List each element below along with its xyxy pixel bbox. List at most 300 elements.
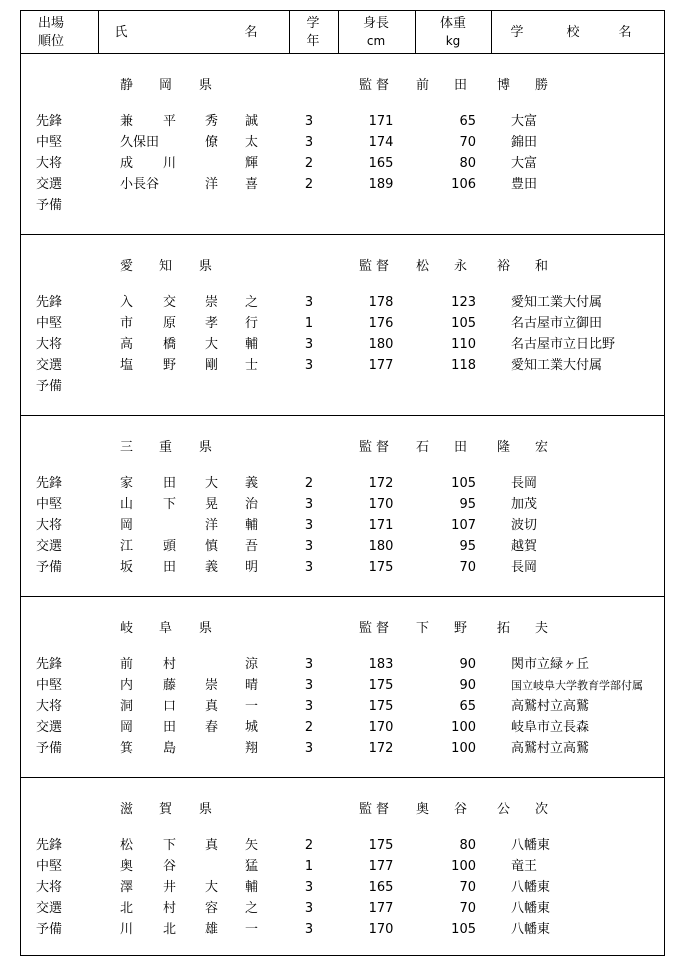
player-name-part: 城 (245, 720, 259, 735)
player-school: 大富 (511, 156, 538, 171)
prefecture-char: 三 (120, 440, 134, 455)
player-name (120, 111, 262, 132)
player-grade: 2 (304, 177, 314, 192)
player-name-part: 田 (163, 720, 177, 735)
player-height: 180 (368, 337, 394, 352)
coach-label: 監督 (359, 802, 394, 817)
player-weight: 70 (459, 560, 476, 575)
player-name-part: 小長谷 (120, 177, 160, 192)
player-position: 先鋒 (36, 838, 63, 853)
coach-name-char: 裕 (497, 259, 511, 274)
player-name-part: 交 (163, 295, 177, 310)
coach-name-char: 次 (535, 802, 549, 817)
player-row (21, 494, 664, 515)
player-name (120, 132, 262, 153)
coach-label: 監督 (359, 78, 394, 93)
coach-name-char: 松 (416, 259, 430, 274)
player-name-part: 明 (245, 560, 259, 575)
player-name (120, 717, 262, 738)
player-position: 大将 (36, 156, 63, 171)
coach-name-char: 奥 (416, 802, 430, 817)
player-school: 豊田 (511, 177, 538, 192)
player-name-part: 晃 (205, 497, 219, 512)
player-name-part: 谷 (163, 859, 177, 874)
player-weight: 105 (451, 922, 476, 937)
player-name (120, 153, 262, 174)
player-name-part: 一 (245, 699, 259, 714)
player-name-part: 剛 (205, 358, 219, 373)
player-position: 予備 (36, 198, 63, 213)
player-name-part: 輔 (245, 880, 259, 895)
player-weight: 70 (459, 901, 476, 916)
player-name-part: 吾 (245, 539, 259, 554)
prefecture-char: 重 (159, 440, 173, 455)
player-weight: 70 (459, 135, 476, 150)
player-name-part: 僚 (205, 135, 219, 150)
player-name-part: 家 (120, 476, 134, 491)
player-row (21, 536, 664, 557)
prefecture-char: 賀 (159, 802, 173, 817)
player-name (120, 355, 262, 376)
player-position: 交選 (36, 177, 63, 192)
player-name-part: 雄 (205, 922, 219, 937)
player-height: 174 (368, 135, 394, 150)
header-height-unit: cm (366, 34, 386, 48)
player-weight: 100 (451, 741, 476, 756)
player-grade: 1 (304, 859, 314, 874)
player-weight: 80 (459, 838, 476, 853)
player-height: 172 (368, 476, 394, 491)
player-grade: 3 (304, 880, 314, 895)
player-school: 高鷲村立高鷲 (511, 741, 590, 756)
player-name-part: 真 (205, 838, 219, 853)
prefecture-name (120, 621, 215, 637)
player-name-part: 田 (163, 560, 177, 575)
coach-label: 監督 (359, 440, 394, 455)
player-school: 岐阜市立長森 (511, 720, 590, 735)
header-school: 名 (618, 25, 632, 40)
coach (359, 621, 559, 637)
player-name (120, 919, 262, 940)
player-name-part: 松 (120, 838, 134, 853)
player-name-part: 洋 (205, 177, 219, 192)
player-name-part: 之 (245, 901, 259, 916)
coach-name-char: 谷 (454, 802, 468, 817)
header-weight: 体重 (439, 16, 466, 31)
player-name (120, 654, 262, 675)
player-grade: 3 (304, 135, 314, 150)
coach-name-char: 拓 (497, 621, 511, 636)
player-school: 長岡 (511, 560, 538, 575)
team-section (21, 53, 664, 235)
player-row (21, 898, 664, 919)
player-position: 先鋒 (36, 114, 63, 129)
player-name-part: 之 (245, 295, 259, 310)
player-name-part: 村 (163, 657, 177, 672)
player-school: 大富 (511, 114, 538, 129)
player-name-part: 大 (205, 337, 219, 352)
player-name-part: 治 (245, 497, 259, 512)
player-row (21, 292, 664, 313)
player-grade: 3 (304, 922, 314, 937)
player-position: 先鋒 (36, 657, 63, 672)
player-name (120, 515, 262, 536)
player-name (120, 376, 262, 397)
divider (415, 11, 416, 53)
player-weight: 90 (459, 657, 476, 672)
table-header (21, 11, 664, 54)
player-name (120, 557, 262, 578)
prefecture-name (120, 440, 215, 456)
prefecture-name (120, 259, 215, 275)
player-weight: 123 (451, 295, 476, 310)
player-name-part: 下 (163, 497, 177, 512)
player-grade: 3 (304, 741, 314, 756)
player-name (120, 334, 262, 355)
coach (359, 440, 559, 456)
player-row (21, 111, 664, 132)
player-name-part: 島 (163, 741, 177, 756)
player-name-part: 兼 (120, 114, 134, 129)
player-position: 中堅 (36, 135, 63, 150)
player-name-part: 市 (120, 316, 134, 331)
player-school: 越賀 (511, 539, 538, 554)
player-position: 大将 (36, 699, 63, 714)
player-row (21, 355, 664, 376)
player-name-part: 行 (245, 316, 259, 331)
player-height: 172 (368, 741, 394, 756)
player-name-part: 猛 (245, 859, 259, 874)
player-name-part: 慎 (205, 539, 219, 554)
player-height: 165 (368, 156, 394, 171)
player-name-part: 太 (245, 135, 259, 150)
player-name-part: 輔 (245, 518, 259, 533)
player-position: 大将 (36, 880, 63, 895)
player-weight: 106 (451, 177, 476, 192)
player-height: 177 (368, 358, 394, 373)
player-grade: 3 (304, 699, 314, 714)
prefecture-name (120, 78, 215, 94)
player-school: 関市立緑ヶ丘 (511, 657, 590, 672)
player-weight: 65 (459, 699, 476, 714)
player-row (21, 557, 664, 578)
coach (359, 259, 559, 275)
player-name (120, 898, 262, 919)
player-name (120, 835, 262, 856)
coach (359, 78, 559, 94)
player-name-part: 田 (163, 476, 177, 491)
player-weight: 95 (459, 497, 476, 512)
player-name (120, 856, 262, 877)
player-position: 大将 (36, 337, 63, 352)
player-position: 先鋒 (36, 476, 63, 491)
player-school: 八幡東 (511, 901, 551, 916)
player-position: 交選 (36, 358, 63, 373)
player-grade: 2 (304, 156, 314, 171)
player-name-part: 北 (120, 901, 134, 916)
coach-name-char: 宏 (535, 440, 549, 455)
player-name-part: 奥 (120, 859, 134, 874)
player-school: 愛知工業大付属 (511, 295, 603, 310)
player-height: 178 (368, 295, 394, 310)
player-weight: 90 (459, 678, 476, 693)
prefecture-char: 県 (199, 440, 213, 455)
player-name (120, 195, 262, 216)
player-name-part: 晴 (245, 678, 259, 693)
player-height: 171 (368, 114, 394, 129)
player-name-part: 真 (205, 699, 219, 714)
coach-label: 監督 (359, 259, 394, 274)
player-weight: 95 (459, 539, 476, 554)
player-height: 175 (368, 838, 394, 853)
player-name-part: 容 (205, 901, 219, 916)
player-weight: 110 (451, 337, 476, 352)
player-grade: 3 (304, 657, 314, 672)
player-school: 長岡 (511, 476, 538, 491)
player-height: 177 (368, 901, 394, 916)
divider (338, 11, 339, 53)
player-name-part: 箕 (120, 741, 134, 756)
coach-name-char: 永 (454, 259, 468, 274)
player-school: 八幡東 (511, 838, 551, 853)
player-height: 170 (368, 922, 394, 937)
team-section (21, 777, 664, 958)
player-height: 165 (368, 880, 394, 895)
coach-name-char: 夫 (535, 621, 549, 636)
player-name (120, 675, 262, 696)
player-name-part: 誠 (245, 114, 259, 129)
coach-name-char: 前 (416, 78, 430, 93)
player-name-part: 頭 (163, 539, 177, 554)
player-name-part: 喜 (245, 177, 259, 192)
player-name-part: 高 (120, 337, 134, 352)
player-name-part: 久保田 (120, 135, 160, 150)
player-row (21, 675, 664, 696)
player-height: 176 (368, 316, 394, 331)
player-grade: 3 (304, 678, 314, 693)
header-grade: 年 (306, 34, 320, 49)
player-row (21, 195, 664, 216)
player-name-part: 孝 (205, 316, 219, 331)
player-row (21, 153, 664, 174)
player-row (21, 132, 664, 153)
header-weight-unit: kg (445, 34, 461, 48)
player-name-part: 塩 (120, 358, 134, 373)
coach-name-char: 隆 (497, 440, 511, 455)
player-row (21, 835, 664, 856)
player-height: 175 (368, 678, 394, 693)
player-row (21, 856, 664, 877)
player-row (21, 696, 664, 717)
player-name (120, 174, 262, 195)
player-name-part: 大 (205, 476, 219, 491)
player-name-part: 平 (163, 114, 177, 129)
player-name-part: 入 (120, 295, 134, 310)
player-school: 加茂 (511, 497, 538, 512)
player-height: 175 (368, 699, 394, 714)
player-name-part: 義 (205, 560, 219, 575)
prefecture-char: 静 (120, 78, 134, 93)
player-name-part: 義 (245, 476, 259, 491)
player-name-part: 輝 (245, 156, 259, 171)
player-name-part: 井 (163, 880, 177, 895)
player-row (21, 334, 664, 355)
player-position: 中堅 (36, 497, 63, 512)
team-section (21, 596, 664, 778)
coach-name-char: 田 (454, 78, 468, 93)
player-row (21, 174, 664, 195)
coach-name-char: 野 (454, 621, 468, 636)
player-row (21, 473, 664, 494)
prefecture-char: 阜 (159, 621, 173, 636)
player-name-part: 下 (163, 838, 177, 853)
player-position: 予備 (36, 379, 63, 394)
player-name (120, 536, 262, 557)
player-name-part: 洋 (205, 518, 219, 533)
player-position: 交選 (36, 901, 63, 916)
player-grade: 3 (304, 518, 314, 533)
player-school: 竜王 (511, 859, 538, 874)
player-name-part: 野 (163, 358, 177, 373)
player-name-part: 秀 (205, 114, 219, 129)
player-name (120, 473, 262, 494)
player-school: 錦田 (511, 135, 538, 150)
player-school: 愛知工業大付属 (511, 358, 603, 373)
player-weight: 65 (459, 114, 476, 129)
player-position: 予備 (36, 560, 63, 575)
player-row (21, 654, 664, 675)
player-name-part: 崇 (205, 295, 219, 310)
player-name-part: 前 (120, 657, 134, 672)
player-name-part: 山 (120, 497, 134, 512)
header-order: 出場 (37, 16, 64, 31)
player-position: 予備 (36, 741, 63, 756)
player-height: 170 (368, 720, 394, 735)
player-name-part: 澤 (120, 880, 134, 895)
coach-name-char: 勝 (535, 78, 549, 93)
divider (98, 11, 99, 53)
player-height: 189 (368, 177, 394, 192)
player-weight: 107 (451, 518, 476, 533)
player-name (120, 738, 262, 759)
player-name-part: 岡 (120, 720, 134, 735)
coach (359, 802, 559, 818)
prefecture-char: 県 (199, 78, 213, 93)
player-school: 国立岐阜大学教育学部付属 (511, 679, 643, 692)
player-name-part: 崇 (205, 678, 219, 693)
player-name-part: 翔 (245, 741, 259, 756)
player-name-part: 矢 (245, 838, 259, 853)
player-grade: 3 (304, 295, 314, 310)
player-name (120, 696, 262, 717)
coach-name-char: 田 (454, 440, 468, 455)
prefecture-char: 県 (199, 259, 213, 274)
player-row (21, 376, 664, 397)
header-grade: 学 (306, 16, 320, 31)
prefecture-char: 愛 (120, 259, 134, 274)
player-position: 交選 (36, 720, 63, 735)
player-name-part: 洞 (120, 699, 134, 714)
player-grade: 3 (304, 560, 314, 575)
player-name-part: 一 (245, 922, 259, 937)
player-weight: 70 (459, 880, 476, 895)
player-grade: 3 (304, 337, 314, 352)
player-height: 180 (368, 539, 394, 554)
player-position: 中堅 (36, 678, 63, 693)
coach-label: 監督 (359, 621, 394, 636)
player-name-part: 川 (120, 922, 134, 937)
player-school: 八幡東 (511, 922, 551, 937)
prefecture-name (120, 802, 215, 818)
player-weight: 100 (451, 859, 476, 874)
roster-table (20, 10, 665, 956)
player-name-part: 涼 (245, 657, 259, 672)
player-name-part: 橋 (163, 337, 177, 352)
player-row (21, 877, 664, 898)
coach-name-char: 博 (497, 78, 511, 93)
divider (289, 11, 290, 53)
player-school: 名古屋市立日比野 (511, 337, 616, 352)
player-school: 八幡東 (511, 880, 551, 895)
player-row (21, 919, 664, 940)
player-grade: 2 (304, 838, 314, 853)
player-weight: 118 (451, 358, 476, 373)
player-name-part: 輔 (245, 337, 259, 352)
player-name-part: 北 (163, 922, 177, 937)
player-name-part: 村 (163, 901, 177, 916)
header-name: 氏 (114, 25, 128, 40)
player-weight: 80 (459, 156, 476, 171)
player-height: 170 (368, 497, 394, 512)
player-grade: 3 (304, 358, 314, 373)
prefecture-char: 知 (159, 259, 173, 274)
player-name-part: 春 (205, 720, 219, 735)
team-section (21, 415, 664, 597)
coach-name-char: 下 (416, 621, 430, 636)
player-row (21, 515, 664, 536)
player-name (120, 313, 262, 334)
player-school: 高鷲村立高鷲 (511, 699, 590, 714)
player-grade: 2 (304, 720, 314, 735)
player-height: 171 (368, 518, 394, 533)
player-position: 大将 (36, 518, 63, 533)
player-position: 先鋒 (36, 295, 63, 310)
header-name: 名 (244, 25, 258, 40)
player-grade: 3 (304, 539, 314, 554)
prefecture-char: 滋 (120, 802, 134, 817)
player-position: 中堅 (36, 316, 63, 331)
player-row (21, 738, 664, 759)
player-position: 予備 (36, 922, 63, 937)
player-weight: 105 (451, 316, 476, 331)
prefecture-char: 岡 (159, 78, 173, 93)
player-position: 交選 (36, 539, 63, 554)
player-grade: 3 (304, 114, 314, 129)
player-grade: 1 (304, 316, 314, 331)
player-grade: 2 (304, 476, 314, 491)
coach-name-char: 公 (497, 802, 511, 817)
header-height: 身長 (362, 16, 389, 31)
player-school: 名古屋市立御田 (511, 316, 603, 331)
player-grade: 3 (304, 497, 314, 512)
header-school: 校 (566, 25, 580, 40)
header-order: 順位 (37, 34, 64, 49)
team-section (21, 234, 664, 416)
player-row (21, 313, 664, 334)
player-name-part: 岡 (120, 518, 134, 533)
prefecture-char: 県 (199, 802, 213, 817)
coach-name-char: 和 (535, 259, 549, 274)
